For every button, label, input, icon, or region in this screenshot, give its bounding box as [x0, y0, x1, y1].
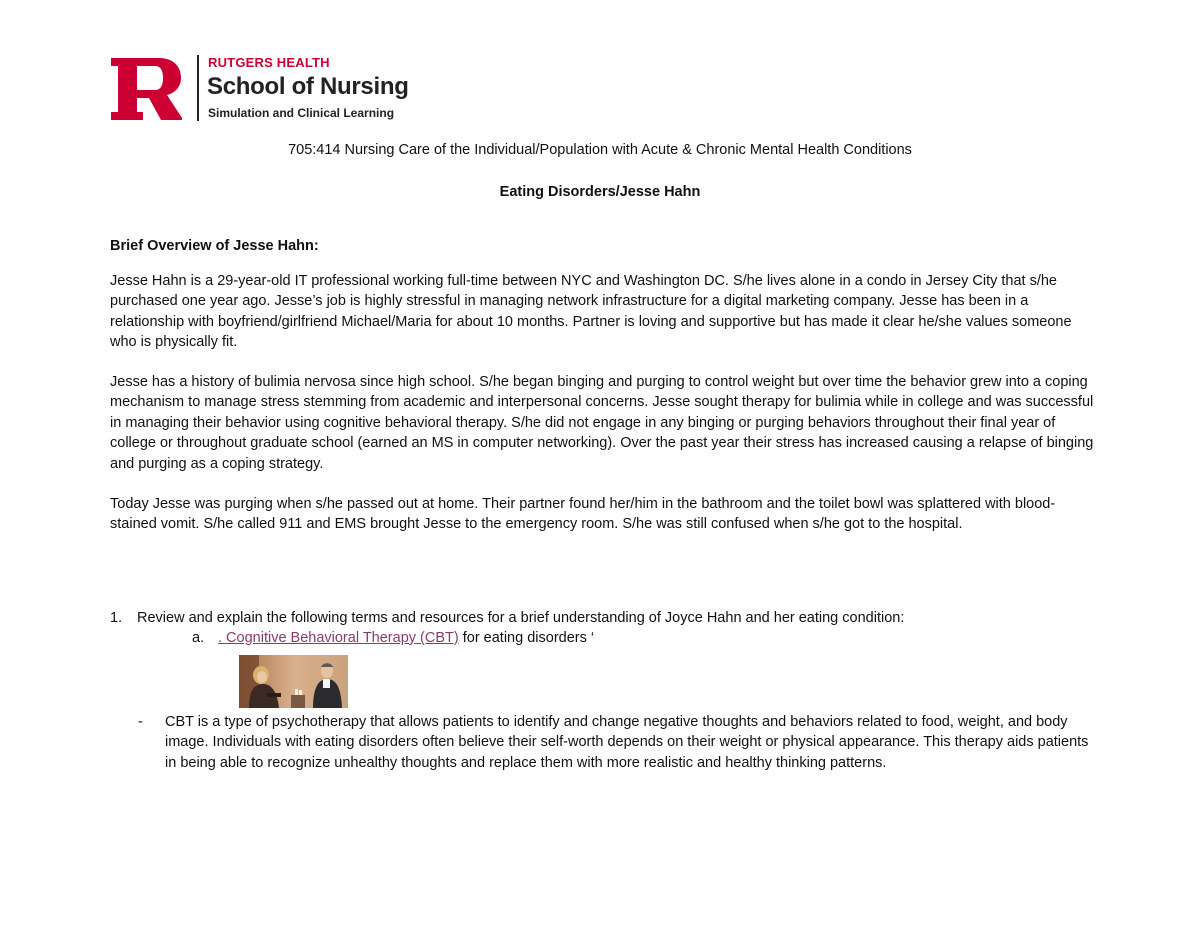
sub-item-letter: a.	[192, 630, 205, 646]
overview-heading: Brief Overview of Jesse Hahn:	[110, 238, 319, 254]
overview-paragraph-3: Today Jesse was purging when s/he passed out at home. Their partner found her/him in the bathroom and the toilet bowl was splattered with blood-stained vomit. S/he called 911 and EMS brought Jesse to the emergency room. S/he was still confused when s/he got to the hospital.	[110, 496, 1056, 533]
logo-simulation-clinical: Simulation and Clinical Learning	[208, 106, 395, 120]
overview-paragraph-1: Jesse Hahn is a 29-year-old IT professional working full-time between NYC and Washington DC. S/he lives alone in a condo in Jersey City that s/he purchased one year ago. Jesse’s job is highly stressful in managing network infrastructure for a digital marketing company. Jesse has been in a relationship with boyfriend/girlfriend Michael/Maria for about 10 months. Partner is loving and supportive but has made it clear he/she values someone who is physically fit.	[110, 273, 1072, 351]
overview-paragraph-2: Jesse has a history of bulimia nervosa since high school. S/he began binging and purging to control weight but over time the behavior grew into a coping mechanism to manage stress stemming from academic and interpersonal concerns. Jesse sought therapy for bulimia while in college and was successful in managing their behavior using cognitive behavioral therapy. S/he did not engage in any binging or purging behaviors throughout their final year of college or throughout graduate school (earned an MS in computer networking). Over the past year their stress has increased causing a relapse of binging and purging as a coping strategy.	[110, 374, 1094, 472]
document-title: Eating Disorders/Jesse Hahn	[499, 184, 701, 200]
logo-school-of-nursing: School of Nursing	[207, 73, 409, 100]
rutgers-r-logo-icon	[109, 56, 185, 122]
question-text: Review and explain the following terms and resources for a brief understanding of Joyce Hahn and her eating condition:	[137, 610, 905, 626]
cbt-answer	[138, 712, 1098, 773]
question-number: 1.	[110, 610, 123, 626]
answer-text: CBT is a type of psychotherapy that allows patients to identify and change negative thoughts and behaviors related to food, weight, and body image. Individuals with eating disorders often believe their self-worth depends on their weight or physical appearance. This therapy aids patients in being able to recognize unhealthy thoughts and replace them with more realistic and healthy thinking patterns.	[165, 714, 1089, 771]
logo-divider	[197, 55, 199, 121]
sub-item-a	[192, 630, 594, 646]
cbt-link[interactable]: . Cognitive Behavioral Therapy (CBT)	[218, 630, 459, 646]
course-title: 705:414 Nursing Care of the Individual/Population with Acute & Chronic Mental Health Conditions	[288, 142, 912, 158]
question-1	[110, 610, 904, 626]
answer-bullet-dash: -	[138, 714, 143, 730]
video-thumbnail[interactable]	[239, 655, 348, 708]
sub-item-suffix: for eating disorders ‘	[458, 630, 595, 646]
logo-rutgers-health: RUTGERS HEALTH	[208, 55, 330, 70]
therapy-session-image-icon	[239, 655, 348, 708]
rutgers-logo	[109, 55, 409, 123]
